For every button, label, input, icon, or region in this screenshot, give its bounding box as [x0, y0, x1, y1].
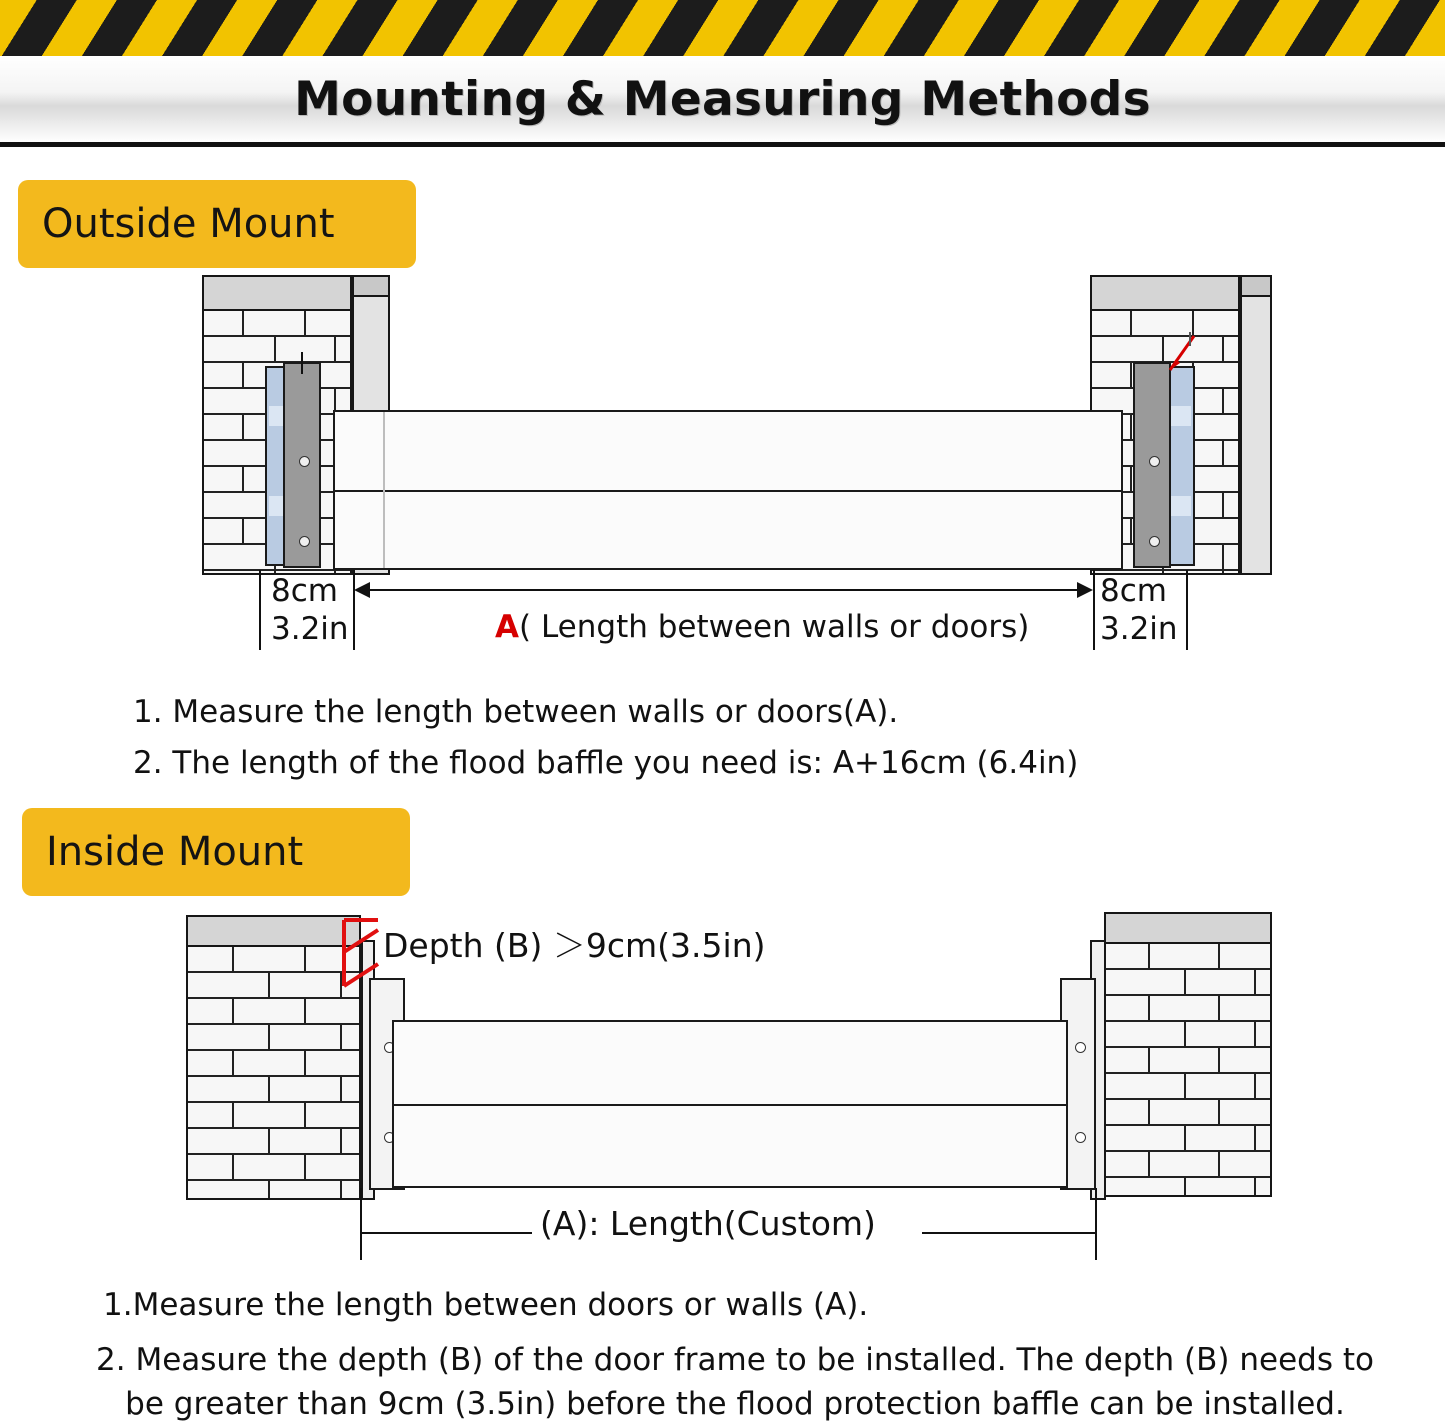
- inside-instruction-1: 1.Measure the length between doors or walls (A).: [103, 1287, 869, 1323]
- outside-instruction-2: 2. The length of the flood baffle you need is: A+16cm (6.4in): [133, 745, 1079, 781]
- outside-instruction-1: 1. Measure the length between walls or doors(A).: [133, 694, 899, 730]
- outside-span-letter: A: [495, 609, 519, 645]
- inside-span-line-left: [360, 1232, 532, 1234]
- page-title: Mounting & Measuring Methods: [294, 71, 1151, 127]
- outside-right-bracket: [1133, 362, 1171, 568]
- inside-right-pillar: [1104, 912, 1272, 1197]
- inside-right-pillar-joints: [1106, 944, 1270, 1195]
- outside-baffle-edge-line: [383, 412, 385, 568]
- inside-right-pillar-bricks: [1104, 942, 1272, 1197]
- inside-left-pillar: [186, 915, 361, 1200]
- outside-flood-baffle-panel: [333, 410, 1123, 570]
- outside-right-pillar-side-face: [1240, 290, 1272, 575]
- outside-left-bracket-stem: [301, 352, 303, 374]
- outside-dim-right-tick: [1093, 570, 1095, 650]
- inside-left-pillar-bricks: [186, 945, 361, 1200]
- section-badge-outside-mount: [18, 180, 416, 268]
- outside-dim-far-right-tick: [1186, 570, 1188, 650]
- title-band: [0, 56, 1445, 147]
- inside-right-pillar-cap: [1104, 912, 1272, 944]
- inside-left-pillar-joints: [188, 947, 359, 1198]
- section-badge-outside-label: Outside Mount: [42, 201, 335, 247]
- inside-dim-right-tick: [1095, 1188, 1097, 1260]
- hazard-stripe-banner: [0, 0, 1445, 59]
- outside-right-pillar-side-cap: [1240, 275, 1272, 297]
- inside-flood-baffle-panel: [392, 1020, 1068, 1188]
- inside-left-pillar-cap: [186, 915, 361, 947]
- inside-instruction-2: 2. Measure the depth (B) of the door frame to be installed. The depth (B) needs to be greater than 9cm (3.5in) before the flood protection baffle can be installed.: [96, 1342, 1374, 1422]
- inside-span-line-right: [922, 1232, 1095, 1234]
- outside-dim-far-left-tick: [259, 570, 261, 650]
- outside-span-arrow-right: [1077, 582, 1093, 598]
- outside-left-pillar-cap: [202, 275, 352, 311]
- outside-left-pillar-side-cap: [352, 275, 390, 297]
- outside-span-arrow-left: [354, 582, 370, 598]
- outside-right-dim-imperial: 3.2in: [1100, 611, 1178, 647]
- outside-left-dim-imperial: 3.2in: [271, 611, 349, 647]
- inside-depth-note: Depth (B) ＞9cm(3.5in): [383, 926, 766, 965]
- outside-span-text: ( Length between walls or doors): [519, 609, 1030, 645]
- inside-span-label: (A): Length(Custom): [540, 1204, 876, 1243]
- outside-right-pillar-cap: [1090, 275, 1240, 311]
- section-badge-inside-mount: [22, 808, 410, 896]
- outside-span-label: [495, 608, 1029, 646]
- outside-left-bracket: [283, 362, 321, 568]
- outside-left-dim-metric: 8cm: [271, 573, 338, 609]
- section-badge-inside-label: Inside Mount: [46, 829, 304, 875]
- install-direction-arrow-icon: [1150, 330, 1200, 380]
- outside-span-arrow-line: [368, 589, 1078, 591]
- outside-right-dim-metric: 8cm: [1100, 573, 1167, 609]
- inside-dim-left-tick: [360, 1188, 362, 1260]
